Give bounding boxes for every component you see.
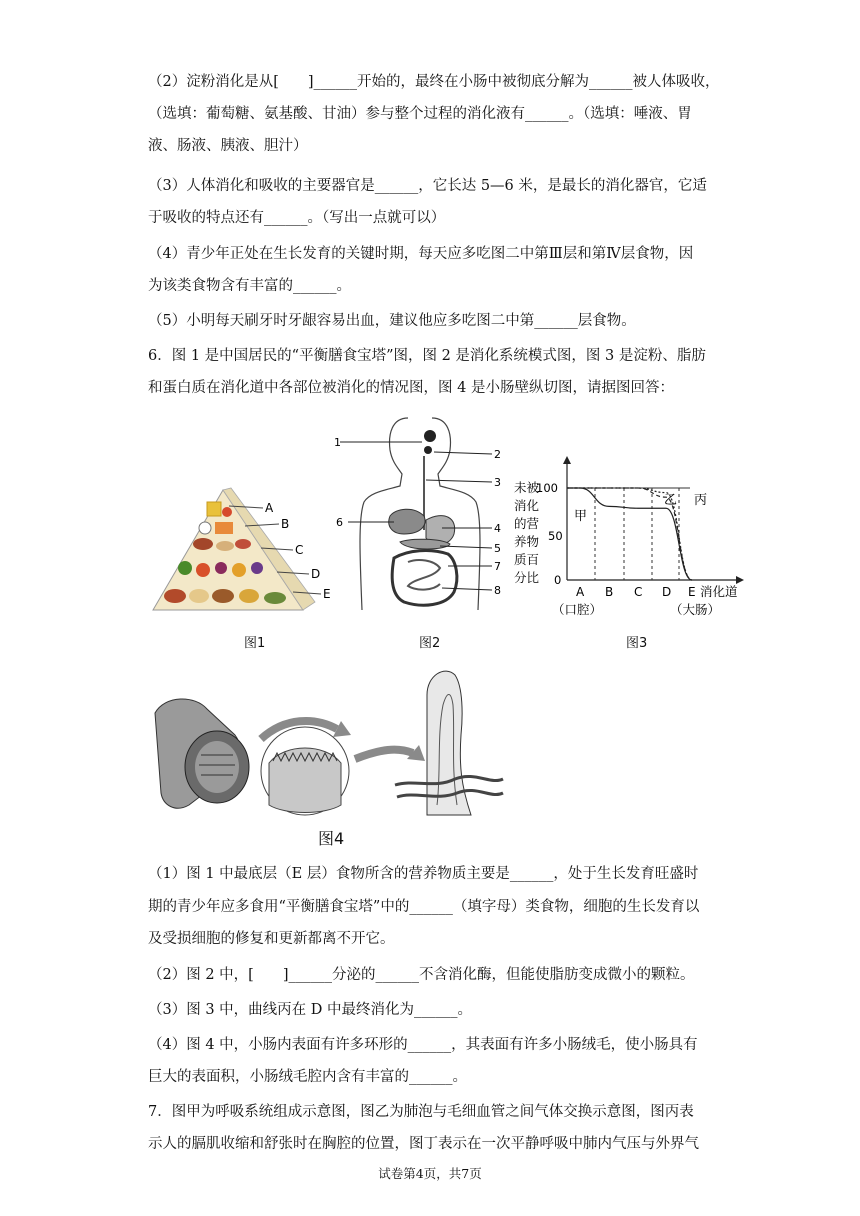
y-tick-label: 50 xyxy=(548,529,563,543)
paragraph-line: （5）小明每天刷牙时牙龈容易出血，建议他应多吃图二中第______层食物。 xyxy=(148,313,636,329)
paragraph-line: 及受损细胞的修复和更新都离不开它。 xyxy=(148,931,395,947)
note-large-intestine: （大肠） xyxy=(670,602,721,617)
x-tick-label: C xyxy=(634,585,643,599)
organ-label-7: 7 xyxy=(494,560,501,573)
ylabel-line: 未被 xyxy=(514,480,540,495)
paragraph-line: （3）图 3 中，曲线丙在 D 中最终消化为______。 xyxy=(148,1002,473,1018)
paragraph-line: 6．图 1 是中国居民的“平衡膳食宝塔”图，图 2 是消化系统模式图，图 3 是淀粉、脂肪 xyxy=(148,348,706,364)
x-tick-label: A xyxy=(576,585,585,599)
x-tick-label: B xyxy=(605,585,614,599)
y-tick-label: 0 xyxy=(554,573,562,587)
paragraph-line: 为该类食物含有丰富的______。 xyxy=(148,278,351,294)
paragraph-line: 期的青少年应多食用“平衡膳食宝塔”中的______（填字母）类食物，细胞的生长发育以 xyxy=(148,899,700,915)
figure-1-caption: 图1 xyxy=(244,636,266,651)
y-axis-label xyxy=(514,480,540,585)
paragraph-line: （1）图 1 中最底层（E 层）食物所含的营养物质主要是______，处于生长发育旺盛时 xyxy=(148,866,699,882)
paragraph-line: （2）图 2 中，[ ]______分泌的______不含消化酶，但能使脂肪变成微小的颗粒。 xyxy=(148,967,695,983)
paragraph-line: 示人的膈肌收缩和舒张时在胸腔的位置，图丁表示在一次平静呼吸中肺内气压与外界气 xyxy=(148,1136,699,1152)
note-mouth: （口腔） xyxy=(552,602,603,617)
x-axis-arrow xyxy=(736,576,744,584)
layer-label-e: E xyxy=(323,587,331,601)
paragraph-line: （3）人体消化和吸收的主要器官是______，它长达 5—6 米，是最长的消化器官，它适 xyxy=(148,178,707,194)
series-label-bing: 丙 xyxy=(694,493,708,508)
ylabel-line: 的营 xyxy=(514,516,540,531)
figure-2-caption: 图2 xyxy=(419,636,441,651)
y-axis-arrow xyxy=(563,456,571,464)
figure-4-caption: 图4 xyxy=(318,829,345,848)
x-axis-label: 消化道 xyxy=(700,584,738,599)
page-footer: 试卷第4页，共7页 xyxy=(378,1166,482,1181)
organ-label-2: 2 xyxy=(494,448,501,461)
ylabel-line: 养物 xyxy=(514,534,540,549)
x-tick-label: D xyxy=(662,585,672,599)
organ-label-3: 3 xyxy=(494,476,501,489)
y-tick-label: 100 xyxy=(536,481,558,495)
layer-label-a: A xyxy=(265,501,274,515)
figure-3-digestion-chart xyxy=(512,456,752,626)
figure-4-small-intestine xyxy=(145,655,505,830)
figure-2-digestive-system xyxy=(330,410,510,620)
figure-1-food-pyramid xyxy=(145,482,345,622)
ylabel-line: 分比 xyxy=(514,570,540,585)
figure-3-caption: 图3 xyxy=(626,636,648,651)
series-label-yi: 乙 xyxy=(664,493,678,508)
paragraph-line: 于吸收的特点还有______。（写出一点就可以） xyxy=(148,210,446,226)
paragraph-line: 巨大的表面积，小肠绒毛腔内含有丰富的______。 xyxy=(148,1069,467,1085)
paragraph-line: 液、肠液、胰液、胆汁） xyxy=(148,138,308,154)
paragraph-line: 7．图甲为呼吸系统组成示意图，图乙为肺泡与毛细血管之间气体交换示意图，图丙表 xyxy=(148,1104,694,1120)
layer-label-d: D xyxy=(311,567,321,581)
layer-label-b: B xyxy=(281,517,290,531)
layer-label-c: C xyxy=(295,543,304,557)
ylabel-line: 消化 xyxy=(514,498,540,513)
organ-label-6: 6 xyxy=(336,516,343,529)
organ-label-5: 5 xyxy=(494,542,501,555)
paragraph-line: （4）图 4 中，小肠内表面有许多环形的______，其表面有许多小肠绒毛，使小肠具有 xyxy=(148,1037,698,1053)
organ-label-8: 8 xyxy=(494,584,501,597)
ylabel-line: 质百 xyxy=(514,552,540,567)
organ-label-4: 4 xyxy=(494,522,501,535)
paragraph-line: （选填：葡萄糖、氨基酸、甘油）参与整个过程的消化液有______。（选填：唾液、胃 xyxy=(148,106,692,122)
x-tick-label: E xyxy=(688,585,696,599)
paragraph-line: （2）淀粉消化是从[ ]______开始的，最终在小肠中被彻底分解为______被人体吸收， xyxy=(148,74,720,90)
series-label-jia: 甲 xyxy=(574,509,588,524)
paragraph-line: 和蛋白质在消化道中各部位被消化的情况图，图 4 是小肠壁纵切图，请据图回答： xyxy=(148,380,674,396)
organ-label-1: 1 xyxy=(334,436,341,449)
paragraph-line: （4）青少年正处在生长发育的关键时期，每天应多吃图二中第Ⅲ层和第Ⅳ层食物，因 xyxy=(148,246,694,262)
